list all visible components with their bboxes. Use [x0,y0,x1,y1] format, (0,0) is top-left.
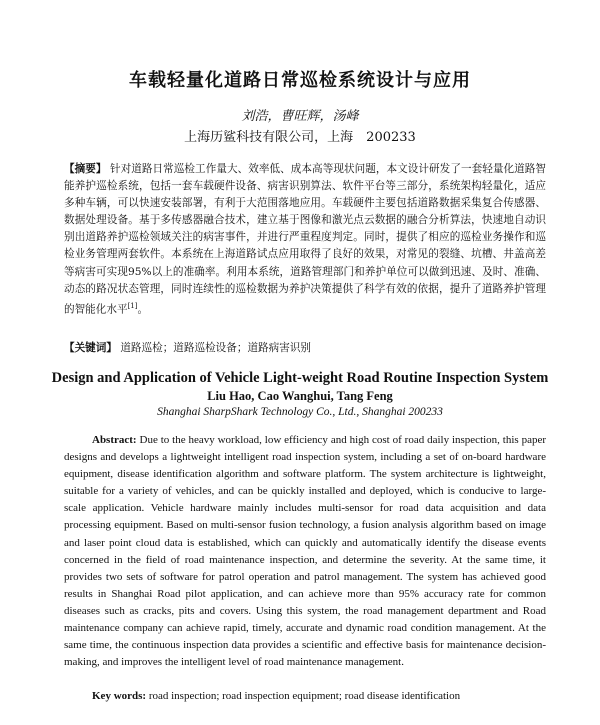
chinese-abstract-end: 。 [137,303,149,316]
english-abstract [64,432,546,671]
english-keywords [64,688,546,704]
english-title: Design and Application of Vehicle Light-weight Road Routine Inspection System [51,370,549,386]
english-abstract-label: Abstract: [92,434,137,446]
chinese-abstract-text: 针对道路日常巡检工作量大、效率低、成本高等现状问题，本文设计研发了一套轻量化道路智能养护巡检系统，包括一套车载硬件设备、病害识别算法、软件平台等三部分，系统架构轻量化，适应多种车辆，可以快速安装部署，有利于大范围落地应用。车载硬件主要包括道路数据采集复合传感器、数据处理设备。基于多传感器融合技术，建立基于图像和激光点云数据的融合分析算法，快速地自动识别出道路养护巡检领域关注的病害事件，并进行严重程度判定。同时，提供了相应的巡检业务操作和巡检业务管理两套软件。本系统在上海道路试点应用取得了良好的效果，对常见的裂缝、坑槽、井盖高差等病害可实现95%以上的准确率。利用本系统，道路管理部门和养护单位可以做到迅速、及时、准确、动态的路况状态管理，同时连续性的巡检数据为养护决策提供了科学有效的依据，提升了道路养护管理的智能化水平 [64,163,547,316]
chinese-keywords [64,340,546,356]
chinese-abstract-label: 【摘要】 [64,163,107,175]
chinese-affiliation: 上海历鲨科技有限公司，上海 200233 [184,130,416,145]
english-affiliation: Shanghai SharpShark Technology Co., Ltd., Shanghai 200233 [157,406,443,418]
chinese-keywords-label: 【关键词】 [64,342,117,354]
chinese-abstract [64,161,546,318]
english-keywords-label: Key words: [92,690,147,702]
english-keywords-text: road inspection; road inspection equipment; road disease identification [148,690,461,702]
chinese-keywords-text: 道路巡检；道路巡检设备；道路病害识别 [120,342,312,354]
chinese-abstract-citation: [1] [127,301,138,310]
english-abstract-text: Due to the heavy workload, low efficiency and high cost of road daily inspection, this paper designs and develops a lightweight intelligent road inspection system, including a set of on-board hardware equipment, disease identification algorithm and software platform. The system architecture is lightweight, suitable for a variety of vehicles, and can be quickly installed and deployed, which is conducive to large-scale application. Vehicle hardware mainly includes multi-sensor for road data acquisition and data processing equipment. Based on multi-sensor fusion technology, a fusion analysis algorithm based on image and laser point cloud data is established, which can quickly and automatically identify the disease events concerned in the field of road maintenance inspection, and determine the severity. At the same time, it provides two sets of software for patrol operation and patrol management. The system has achieved good results in Shanghai Road pilot application, and can achieve more than 95% accuracy rate for common diseases such as cracks, pits and covers. Using this system, the road management department and Road maintenance company can achieve rapid, timely, accurate and dynamic road condition management. At the same time, the continuous inspection data provides a scientific and effective basis for maintenance decision-making, and improves the intelligent level of road maintenance management. [64,434,547,669]
english-authors: Liu Hao, Cao Wanghui, Tang Feng [207,389,393,403]
chinese-title: 车载轻量化道路日常巡检系统设计与应用 [129,70,471,91]
chinese-authors: 刘浩，曹旺辉，汤峰 [241,109,359,124]
